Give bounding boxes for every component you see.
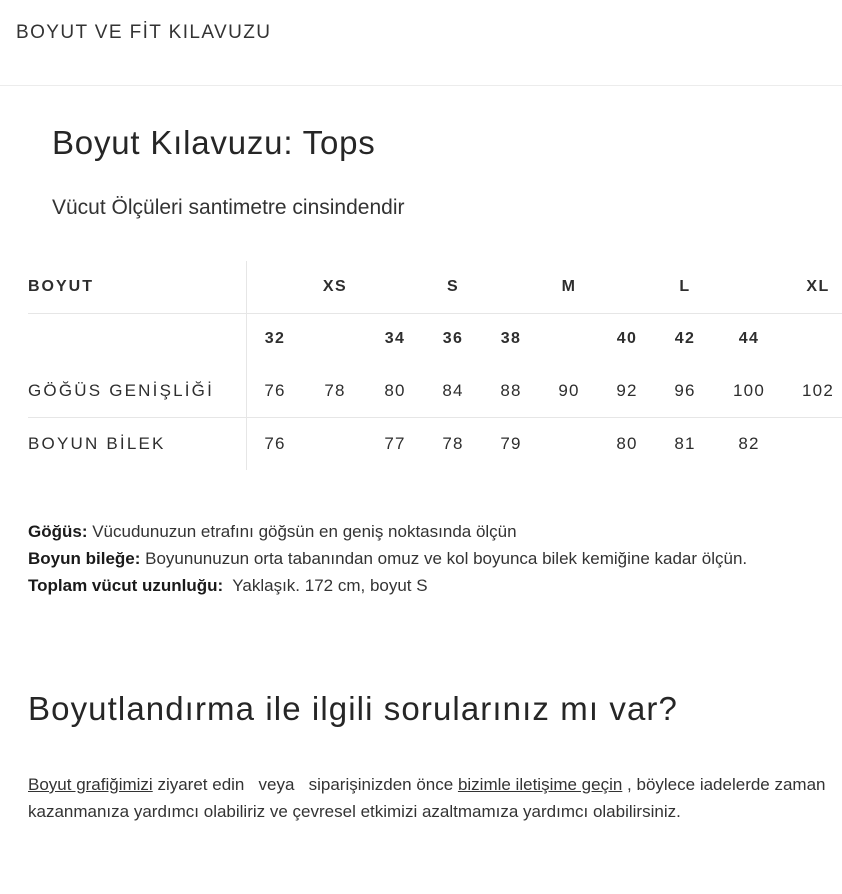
questions-title: Boyutlandırma ile ilgili sorularınız mı var? [28,690,678,727]
note-label: Toplam vücut uzunluğu: [28,576,224,595]
chest-value: 100 [733,381,765,400]
note-body-length [28,572,747,599]
note-neck-wrist [28,545,747,572]
page-header [0,0,842,86]
size-chart-link[interactable]: Boyut grafiğimizi [28,775,153,794]
size-label-l: L [679,278,691,295]
page-title: Boyut Kılavuzu: Tops [52,124,376,161]
neck-wrist-value: 76 [264,434,286,453]
chest-value: 96 [674,381,696,400]
numeric-size: 34 [384,330,406,347]
note-label: Boyun bileğe: [28,549,141,568]
size-label-xs: XS [322,278,348,295]
numeric-size: 38 [500,330,522,347]
numeric-size: 44 [738,330,760,347]
note-chest [28,518,747,545]
numeric-size: 36 [442,330,464,347]
table-row-divider [28,417,842,418]
size-label-m: M [561,278,577,295]
neck-wrist-value: 81 [674,434,696,453]
header-title: BOYUT VE FİT KILAVUZU [16,22,272,43]
questions-text [28,771,833,825]
row-label-chest: GÖĞÜS GENİŞLİĞİ [28,381,215,400]
contact-us-link[interactable]: bizimle iletişime geçin [457,775,623,794]
neck-wrist-value: 78 [442,434,464,453]
chest-value: 76 [264,381,286,400]
neck-wrist-value: 82 [738,434,760,453]
table-row-divider [28,313,842,314]
numeric-size: 32 [264,330,286,347]
size-table [28,261,842,470]
chest-value: 80 [384,381,406,400]
size-label-xl: XL [806,278,830,295]
chest-value: 88 [500,381,522,400]
table-column-divider [246,261,247,470]
numeric-size: 40 [616,330,638,347]
size-label-s: S [446,278,460,295]
note-text: Boyununuzun orta tabanından omuz ve kol boyunca bilek kemiğine kadar ölçün. [140,549,748,568]
chest-value: 90 [558,381,580,400]
row-label-neck-wrist: BOYUN BİLEK [28,434,166,453]
numeric-size: 42 [674,330,696,347]
note-label: Göğüs: [28,522,88,541]
table-header-label: BOYUT [28,278,94,295]
neck-wrist-value: 77 [384,434,406,453]
chest-value: 102 [802,381,834,400]
chest-value: 84 [442,381,464,400]
note-text: Vücudunuzun etrafını göğsün en geniş noktasında ölçün [87,522,517,541]
chest-value: 92 [616,381,638,400]
neck-wrist-value: 80 [616,434,638,453]
questions-text-part: , böylece iadelerde zaman kazanmanıza yardımcı olabiliriz ve çevresel etkimizi azaltmamıza yardımcı olabilirsiniz. [28,775,826,821]
page-subtitle: Vücut Ölçüleri santimetre cinsindendir [52,196,405,219]
note-text: Yaklaşık. 172 cm, boyut S [223,576,428,595]
chest-value: 78 [324,381,346,400]
questions-text-part: ziyaret edin veya siparişinizden önce [152,775,458,794]
neck-wrist-value: 79 [500,434,522,453]
measurement-notes [28,518,747,599]
